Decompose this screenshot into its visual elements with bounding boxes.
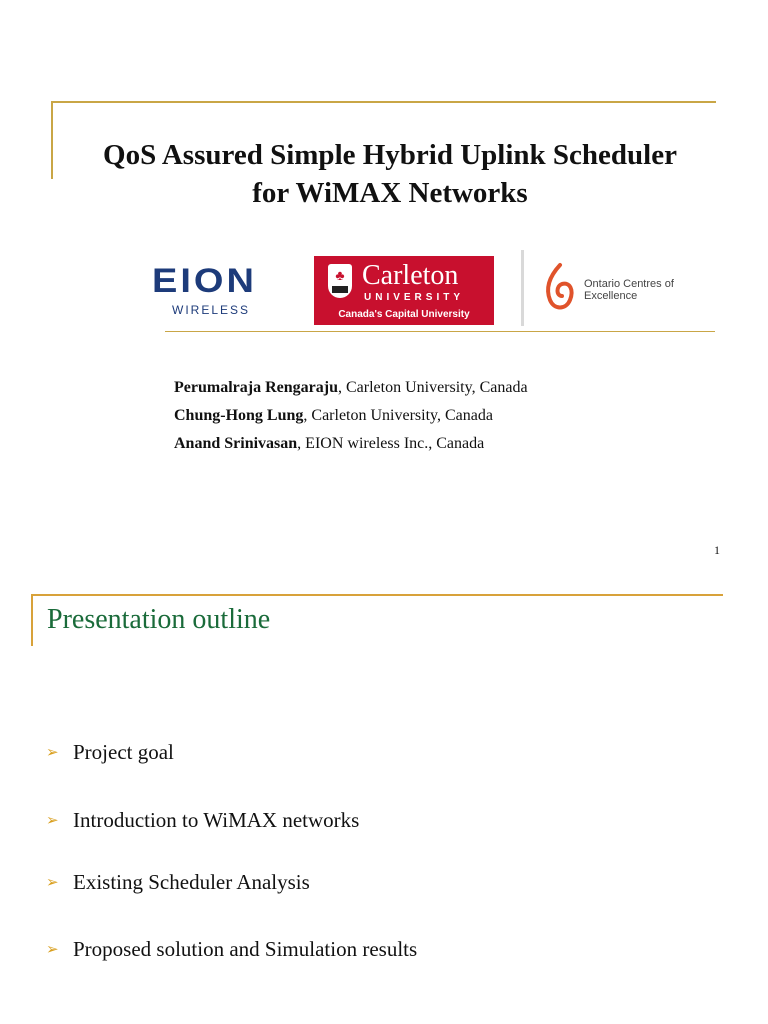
carleton-logo-tagline: Canada's Capital University [338, 309, 470, 320]
author-name: Chung-Hong Lung [174, 407, 304, 424]
page-number: 1 [714, 543, 720, 557]
oce-line-2: Excellence [584, 290, 638, 302]
arrow-bullet-icon: ➢ [46, 942, 59, 958]
bullet-text: Existing Scheduler Analysis [73, 870, 310, 894]
frame-left-line [51, 101, 53, 179]
bullet-text: Proposed solution and Simulation results [73, 937, 418, 961]
logo-row [150, 250, 715, 330]
carleton-logo-university: UNIVERSITY [364, 292, 465, 303]
author-list [174, 374, 528, 458]
logo-separator [521, 250, 524, 326]
slide-title [60, 136, 720, 212]
eion-logo-word: EION [152, 262, 257, 300]
author-item [174, 430, 528, 458]
list-item [46, 870, 310, 895]
oce-line-1: Ontario Centres of [584, 278, 674, 290]
arrow-bullet-icon: ➢ [46, 745, 59, 761]
author-item [174, 374, 528, 402]
author-item [174, 402, 528, 430]
carleton-crest-icon: ♣ [328, 264, 352, 298]
list-item [46, 937, 417, 962]
outline-title: Presentation outline [47, 604, 271, 635]
bullet-text: Introduction to WiMAX networks [73, 808, 360, 832]
list-item [46, 740, 174, 765]
frame-left-line [31, 594, 33, 646]
author-name: Perumalraja Rengaraju [174, 379, 338, 396]
list-item [46, 808, 359, 833]
logo-underline [165, 331, 715, 332]
eion-logo-subtitle: WIRELESS [172, 303, 251, 317]
bullet-text: Project goal [73, 740, 174, 764]
arrow-bullet-icon: ➢ [46, 813, 59, 829]
frame-top-line [51, 101, 716, 103]
title-line-2: for WiMAX Networks [252, 177, 528, 209]
title-line-1: QoS Assured Simple Hybrid Uplink Scheduler [103, 139, 677, 171]
arrow-bullet-icon: ➢ [46, 875, 59, 891]
author-name: Anand Srinivasan [174, 435, 298, 452]
outline-slide [0, 580, 768, 1024]
oce-mark-icon [540, 260, 580, 315]
ontario-centres-logo [540, 260, 710, 320]
carleton-university-logo [314, 256, 494, 325]
author-affiliation: , EION wireless Inc., Canada [297, 435, 485, 452]
frame-top-line [31, 594, 723, 596]
eion-wireless-logo [152, 262, 282, 317]
author-affiliation: , Carleton University, Canada [337, 379, 528, 396]
author-affiliation: , Carleton University, Canada [303, 407, 493, 424]
carleton-logo-name: Carleton [362, 260, 459, 291]
oce-logo-text [584, 278, 674, 302]
